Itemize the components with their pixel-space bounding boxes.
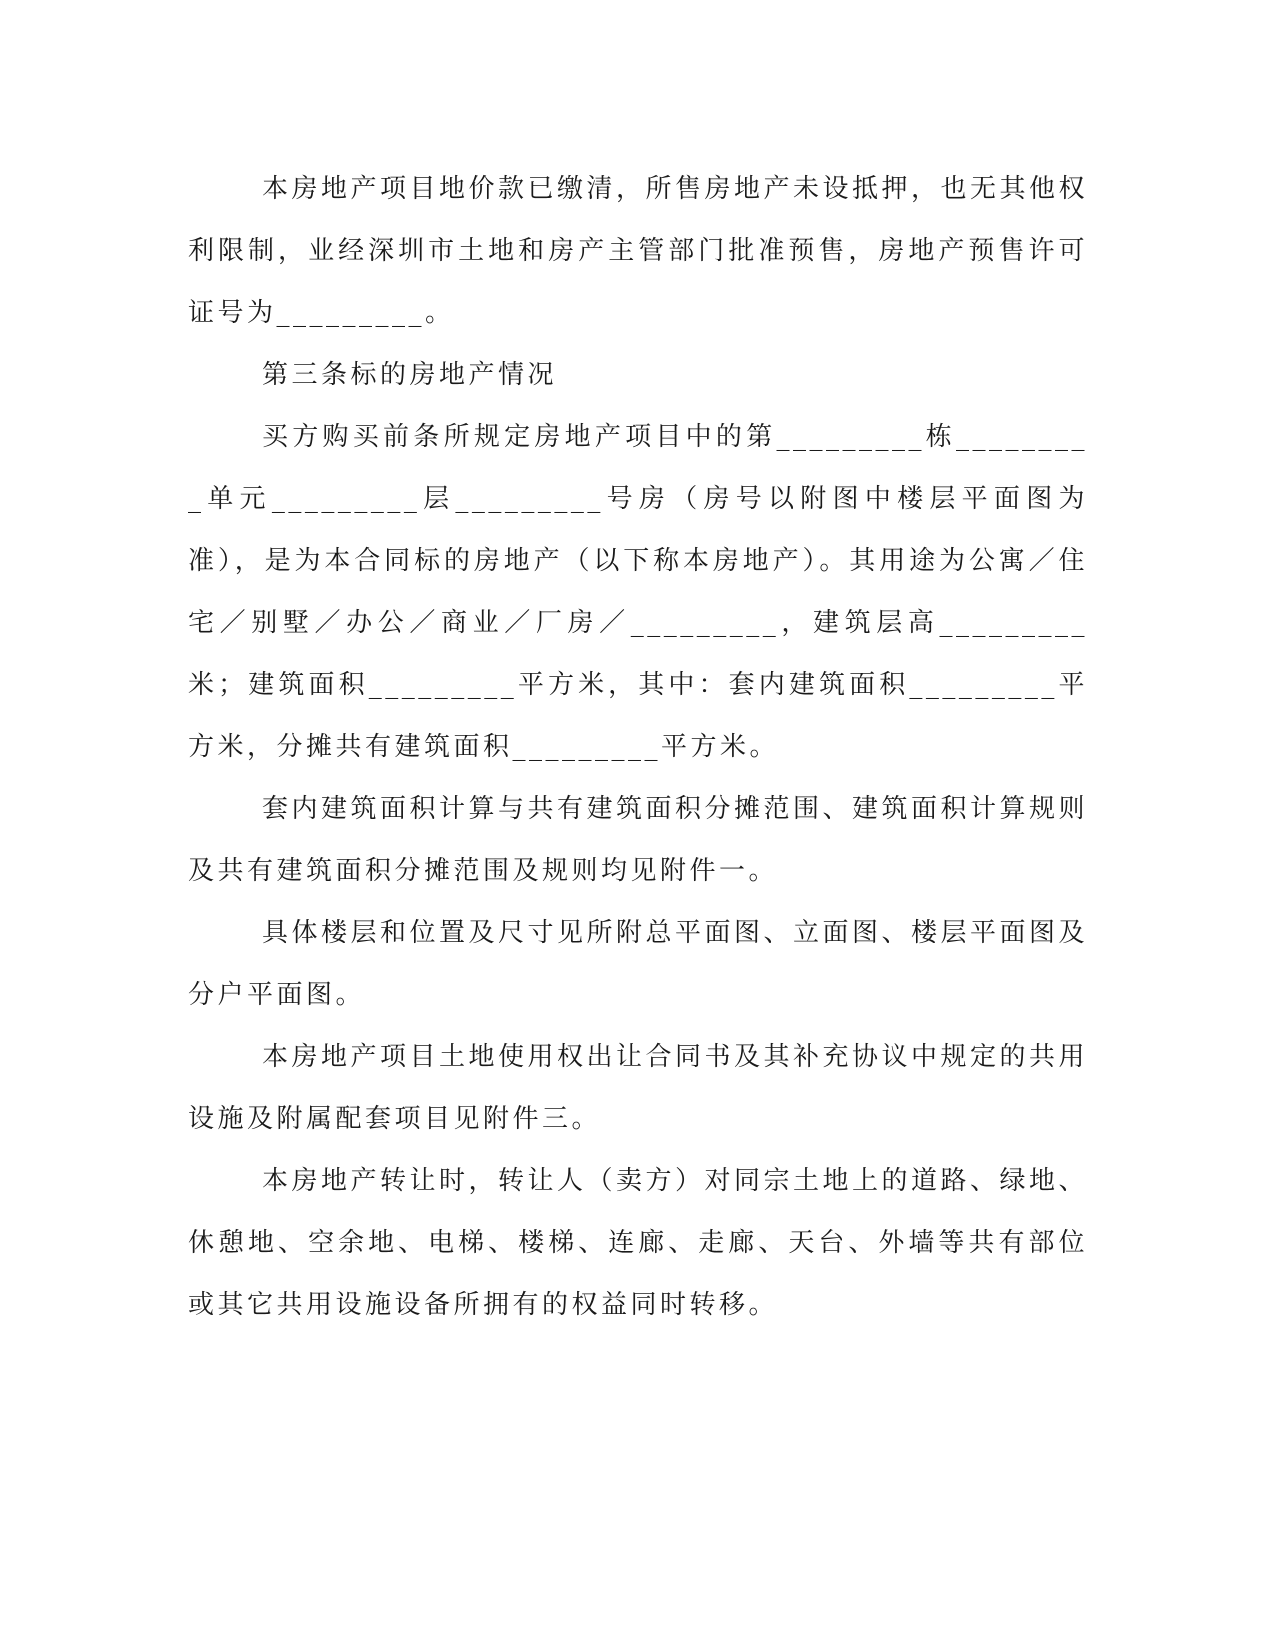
- paragraph-area-calculation: 套内建筑面积计算与共有建筑面积分摊范围、建筑面积计算规则及共有建筑面积分摊范围及规则均见附件一。: [188, 794, 1089, 886]
- section-heading-article-3: 第三条标的房地产情况: [262, 360, 558, 390]
- paragraph-shared-facilities: 本房地产项目土地使用权出让合同书及其补充协议中规定的共用设施及附属配套项目见附件三。: [188, 1042, 1089, 1134]
- paragraph-floor-plans: 具体楼层和位置及尺寸见所附总平面图、立面图、楼层平面图及分户平面图。: [188, 918, 1089, 1010]
- document-body: [188, 158, 1088, 1336]
- paragraph-rights-transfer: 本房地产转让时，转让人（卖方）对同宗土地上的道路、绿地、休憩地、空余地、电梯、楼梯、连廊、走廊、天台、外墙等共有部位或其它共用设施设备所拥有的权益同时转移。: [188, 1166, 1089, 1320]
- paragraph-property-details: 买方购买前条所规定房地产项目中的第_________栋_________单元_________层_________号房（房号以附图中楼层平面图为准），是为本合同标的房地产（以下称本房地产）。其用途为公寓／住宅／别墅／办公／商业／厂房／_________，建筑层高_________米；建筑面积_________平方米，其中：套内建筑面积_________平方米，分摊共有建筑面积_________平方米。: [188, 422, 1088, 762]
- paragraph-presale-permit: 本房地产项目地价款已缴清，所售房地产未设抵押，也无其他权利限制，业经深圳市土地和房产主管部门批准预售，房地产预售许可证号为_________。: [188, 174, 1089, 328]
